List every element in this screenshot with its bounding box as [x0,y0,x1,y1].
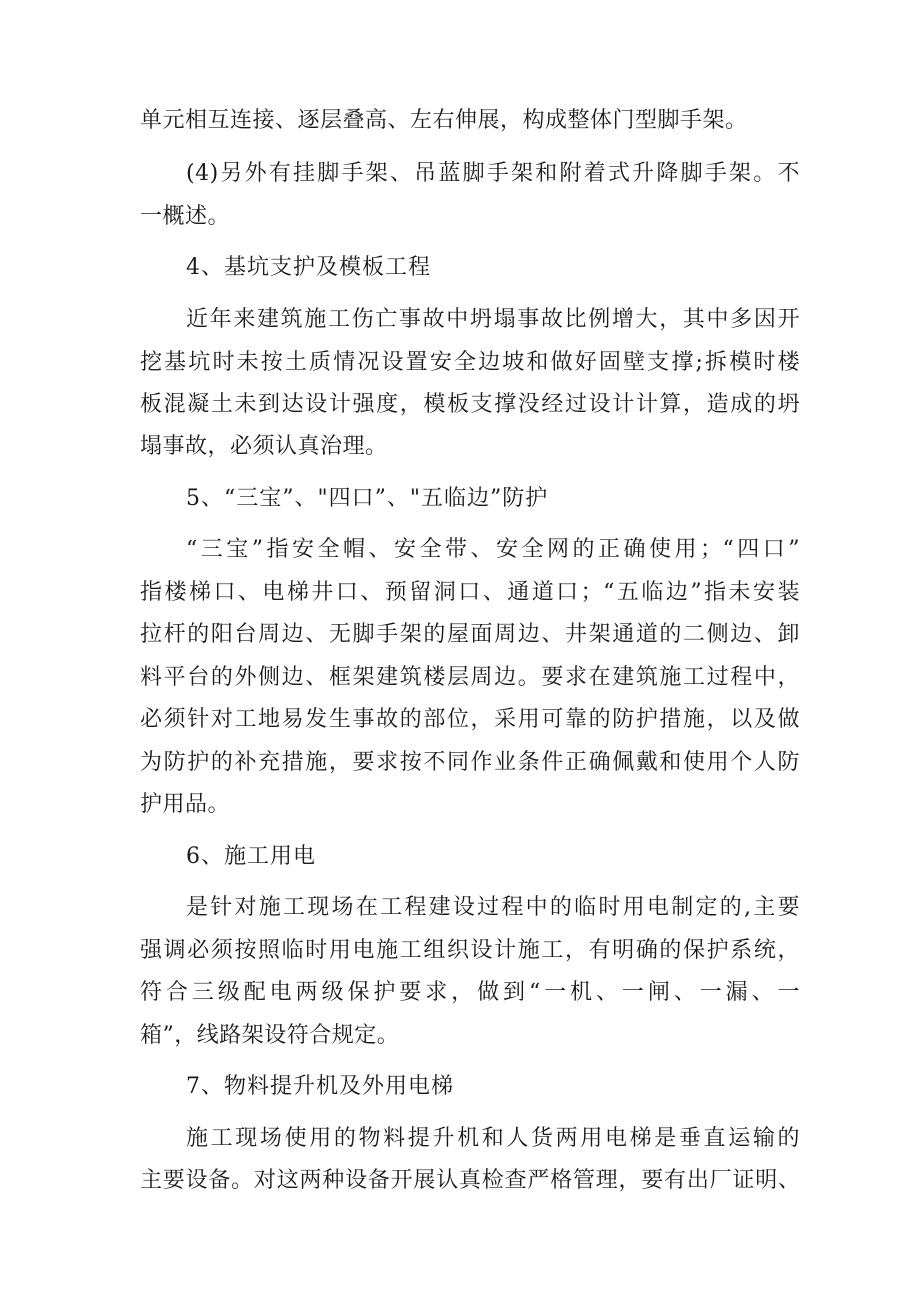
section-heading: 4、基坑支护及模板工程 [186,255,431,280]
body-line: 主要设备。对这两种设备开展认真检查严格管理，要有出厂证明、 [140,1168,800,1193]
section-heading: 6、施工用电 [186,844,316,869]
section-heading: 7、物料提升机及外用电梯 [186,1074,454,1099]
body-line: “三宝”指安全帽、安全带、安全网的正确使用；“四口” [186,537,800,562]
body-line: 塌事故，必须认真治理。 [140,434,388,459]
body-line: 施工现场使用的物料提升机和人货两用电梯是垂直运输的 [186,1126,800,1151]
body-line: (4)另外有挂脚手架、吊蓝脚手架和附着式升降脚手架。不 [186,161,800,186]
body-line: 护用品。 [140,792,231,817]
body-line: 近年来建筑施工伤亡事故中坍塌事故比例增大，其中多因开 [186,307,800,332]
body-line: 板混凝土未到达设计强度，模板支撑没经过设计计算，造成的坍 [140,392,800,417]
body-line: 强调必须按照临时用电施工组织设计施工，有明确的保护系统， [140,938,800,963]
body-line: 必须针对工地易发生事故的部位，采用可靠的防护措施，以及做 [140,707,800,732]
body-line: 料平台的外侧边、框架建筑楼层周边。要求在建筑施工过程中， [140,665,800,690]
body-line: 符合三级配电两级保护要求，做到“一机、一闸、一漏、一 [140,980,800,1005]
body-line: 为防护的补充措施，要求按不同作业条件正确佩戴和使用个人防 [140,750,800,775]
body-line: 拉杆的阳台周边、无脚手架的屋面周边、井架通道的二侧边、卸 [140,622,800,647]
section-heading: 5、“三宝”、"四口”、"五临边”防护 [186,486,549,511]
body-line: 一概述。 [140,204,231,229]
body-line: 箱”，线路架设符合规定。 [140,1023,400,1048]
body-line: 挖基坑时未按土质情况设置安全边坡和做好固壁支撑;拆模时楼 [140,350,800,375]
body-line: 指楼梯口、电梯井口、预留洞口、通道口；“五临边”指未安装 [140,580,800,605]
body-line: 单元相互连接、逐层叠高、左右伸展，构成整体门型脚手架。 [140,108,748,133]
body-line: 是针对施工现场在工程建设过程中的临时用电制定的,主要 [186,895,800,920]
